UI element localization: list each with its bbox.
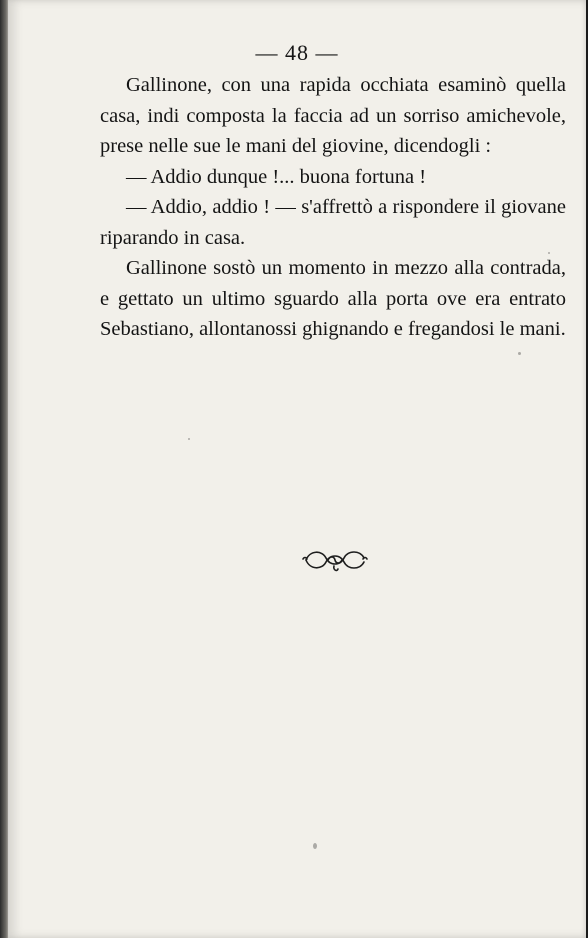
paper-speck — [188, 438, 190, 440]
book-page — [8, 0, 586, 938]
paper-speck — [548, 252, 550, 254]
paper-speck — [518, 352, 521, 355]
paper-speck — [313, 843, 317, 849]
paragraph-3: — Addio, addio ! — s'affrettò a rispondere il giovane riparando in casa. — [100, 196, 566, 249]
tail-piece-flourish-icon — [300, 544, 370, 576]
page-number: — 48 — — [255, 40, 339, 65]
show-through-from-reverse — [103, 680, 543, 880]
paragraph-1: Gallinone, con una rapida occhiata esaminò quella casa, indi composta la faccia ad un sorriso amichevole, prese nelle sue le mani del giovine, dicendogli : — [100, 74, 566, 157]
paragraph-4: Gallinone sostò un momento in mezzo alla contrada, e gettato un ultimo sguardo alla porta ove era entrato Sebastiano, allontanossi ghignando e fregandosi le mani. — [100, 257, 566, 340]
page-body — [100, 70, 566, 345]
paragraph-2: — Addio dunque !... buona fortuna ! — [126, 165, 427, 188]
